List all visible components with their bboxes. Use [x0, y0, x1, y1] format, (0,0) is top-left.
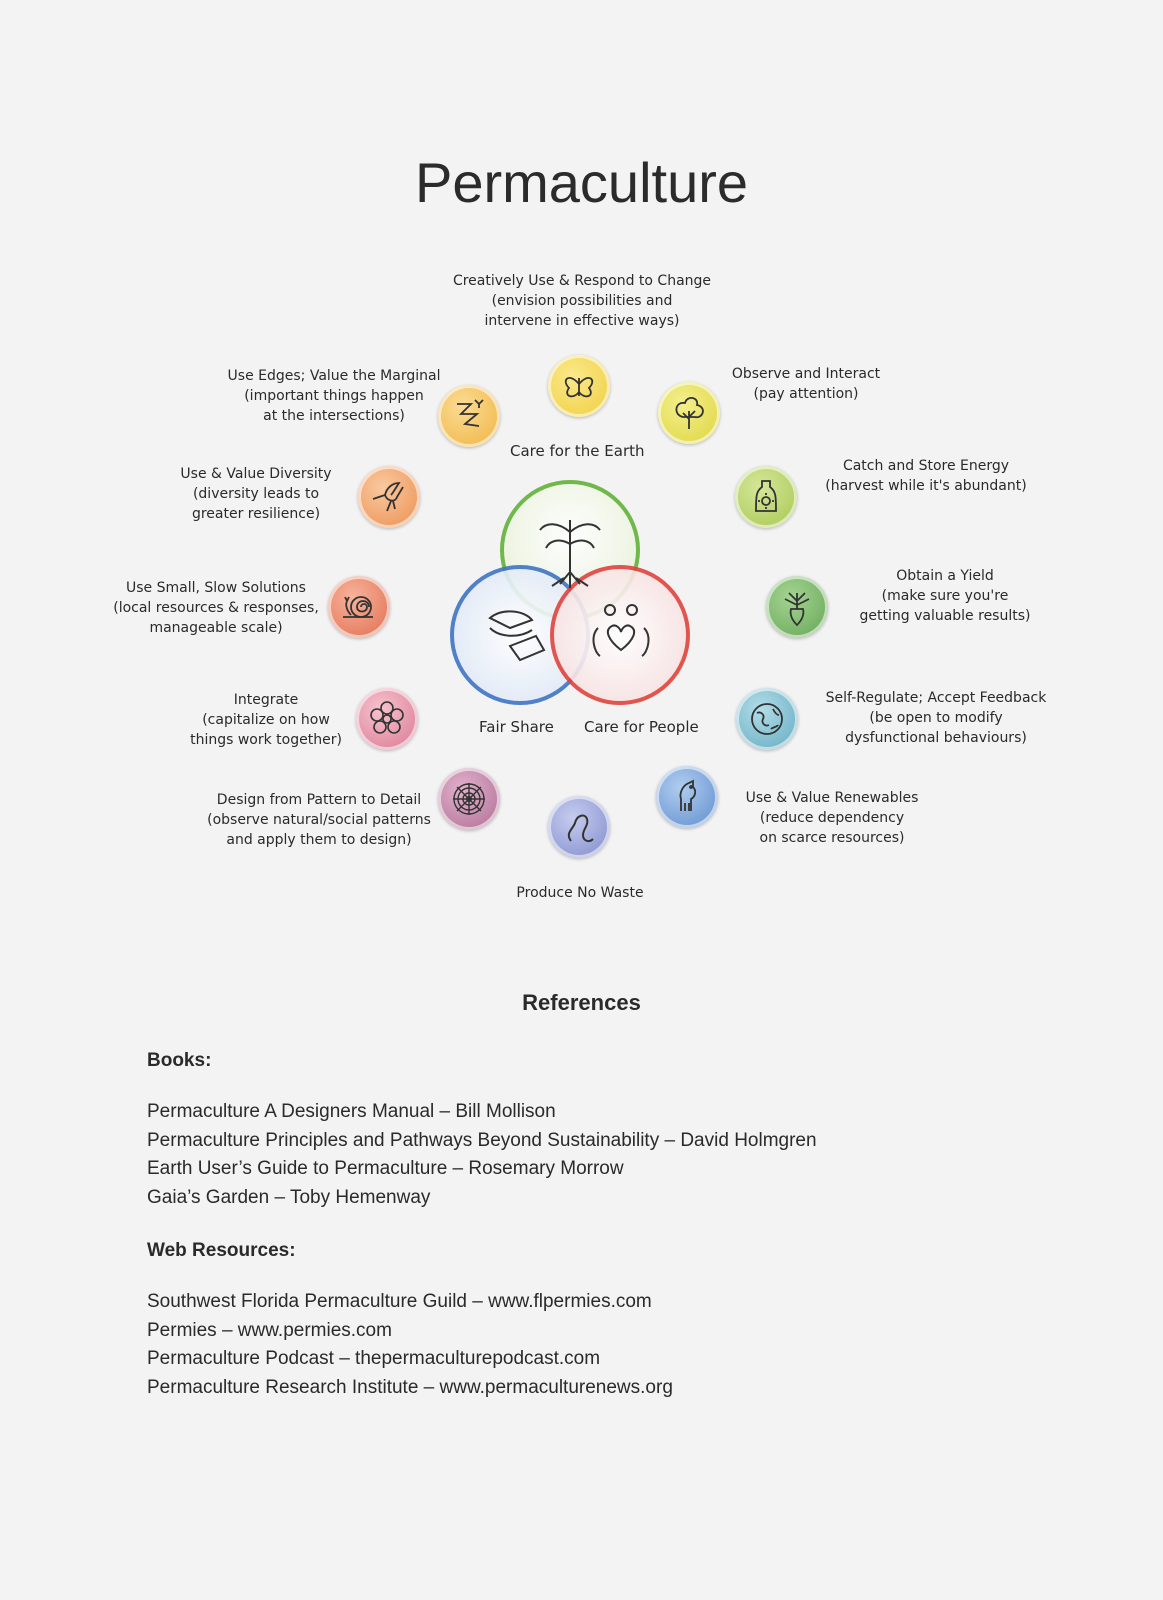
hummingbird-icon — [369, 477, 409, 517]
hummingbird-badge — [358, 466, 420, 528]
globe-badge — [736, 688, 798, 750]
carrot-badge — [766, 576, 828, 638]
list-item: Permaculture Podcast – thepermaculturepodcast.com — [147, 1348, 601, 1369]
ethics-venn-diagram — [440, 460, 720, 720]
principle-desc: (diversity leads to — [192, 486, 320, 502]
list-item: Earth User’s Guide to Permaculture – Rosemary Morrow — [147, 1158, 624, 1179]
principle-desc: (observe natural/social patterns — [207, 812, 431, 828]
principle-observe-label — [724, 364, 888, 404]
page-title: Permaculture — [414, 151, 749, 214]
principle-change-label — [434, 271, 730, 331]
principle-energy-label — [815, 456, 1037, 496]
principle-name: Integrate — [233, 692, 299, 708]
flower-badge — [356, 688, 418, 750]
flower-icon — [367, 699, 407, 739]
ethic-share-label: Fair Share — [479, 718, 554, 736]
list-item: Permaculture Principles and Pathways Beyond Sustainability – David Holmgren — [147, 1129, 817, 1151]
list-item: Permaculture A Designers Manual – Bill Mollison — [147, 1101, 556, 1122]
jar-icon — [746, 477, 786, 517]
principle-desc: (envision possibilities and — [491, 293, 673, 309]
tree-badge — [658, 382, 720, 444]
principle-name: Catch and Store Energy — [842, 458, 1010, 474]
principle-desc: (important things happen — [244, 388, 424, 404]
books-heading: Books: — [147, 1050, 212, 1071]
worm-icon — [559, 807, 599, 847]
snail-icon — [339, 587, 379, 627]
principle-name: Obtain a Yield — [896, 568, 994, 584]
care-for-people-circle — [552, 567, 688, 703]
principle-feedback-label — [816, 688, 1056, 748]
principle-name: Design from Pattern to Detail — [216, 792, 422, 808]
principle-desc: (pay attention) — [753, 386, 859, 402]
principle-edges-label — [214, 366, 454, 426]
butterfly-icon — [559, 366, 599, 406]
references-heading: References — [522, 990, 641, 1015]
list-item: Gaia’s Garden – Toby Hemenway — [147, 1186, 431, 1208]
principle-desc: (be open to modify — [869, 710, 1003, 726]
principle-desc: greater resilience) — [191, 506, 321, 522]
jar-badge — [735, 466, 797, 528]
web-resources-heading: Web Resources: — [147, 1240, 296, 1261]
globe-icon — [747, 699, 787, 739]
list-item: Southwest Florida Permaculture Guild – www.flpermies.com — [147, 1291, 652, 1312]
principle-desc: (make sure you're — [881, 588, 1009, 604]
principle-desc: dysfunctional behaviours) — [845, 730, 1027, 746]
snail-badge — [328, 576, 390, 638]
tree-icon — [669, 393, 709, 433]
horse-badge — [656, 766, 718, 828]
horse-icon — [667, 777, 707, 817]
principle-desc: manageable scale) — [149, 620, 283, 636]
principle-desc: (reduce dependency — [759, 810, 905, 826]
carrot-icon — [777, 587, 817, 627]
principle-desc: (local resources & responses, — [113, 600, 319, 616]
principle-desc: and apply them to design) — [226, 832, 412, 848]
principle-pattern-label — [186, 790, 452, 850]
list-item: Permaculture Research Institute – www.permaculturenews.org — [147, 1376, 673, 1398]
principle-renewables-label — [734, 788, 930, 848]
principle-name: Use & Value Renewables — [745, 790, 919, 806]
principle-name: Use & Value Diversity — [180, 466, 332, 482]
principle-small-label — [96, 578, 336, 638]
principle-name: Use Edges; Value the Marginal — [227, 368, 441, 384]
worm-badge — [548, 796, 610, 858]
principle-desc: (harvest while it's abundant) — [825, 478, 1027, 494]
principle-desc: (capitalize on how — [202, 712, 330, 728]
principle-desc: intervene in effective ways) — [484, 313, 680, 329]
spiderweb-icon — [449, 779, 489, 819]
principle-desc: things work together) — [190, 732, 342, 748]
principle-name: Self-Regulate; Accept Feedback — [825, 690, 1047, 706]
books-list — [147, 1098, 817, 1212]
principle-integrate-label — [176, 690, 356, 750]
principle-desc: on scarce resources) — [759, 830, 905, 846]
river-icon — [449, 396, 489, 436]
principle-desc: getting valuable results) — [859, 608, 1031, 624]
principle-name: Observe and Interact — [731, 366, 881, 382]
principle-name: Produce No Waste — [516, 885, 644, 901]
principle-name: Creatively Use & Respond to Change — [452, 273, 712, 289]
list-item: Permies – www.permies.com — [147, 1319, 392, 1341]
principle-yield-label — [853, 566, 1037, 626]
principle-name: Use Small, Slow Solutions — [126, 580, 306, 596]
ethic-earth-label: Care for the Earth — [510, 442, 645, 460]
principle-desc: at the intersections) — [263, 408, 405, 424]
principle-waste-label — [488, 883, 672, 903]
butterfly-badge — [548, 355, 610, 417]
principle-diversity-label — [164, 464, 348, 524]
web-resources-list — [147, 1288, 673, 1402]
ethic-people-label: Care for People — [584, 718, 699, 736]
